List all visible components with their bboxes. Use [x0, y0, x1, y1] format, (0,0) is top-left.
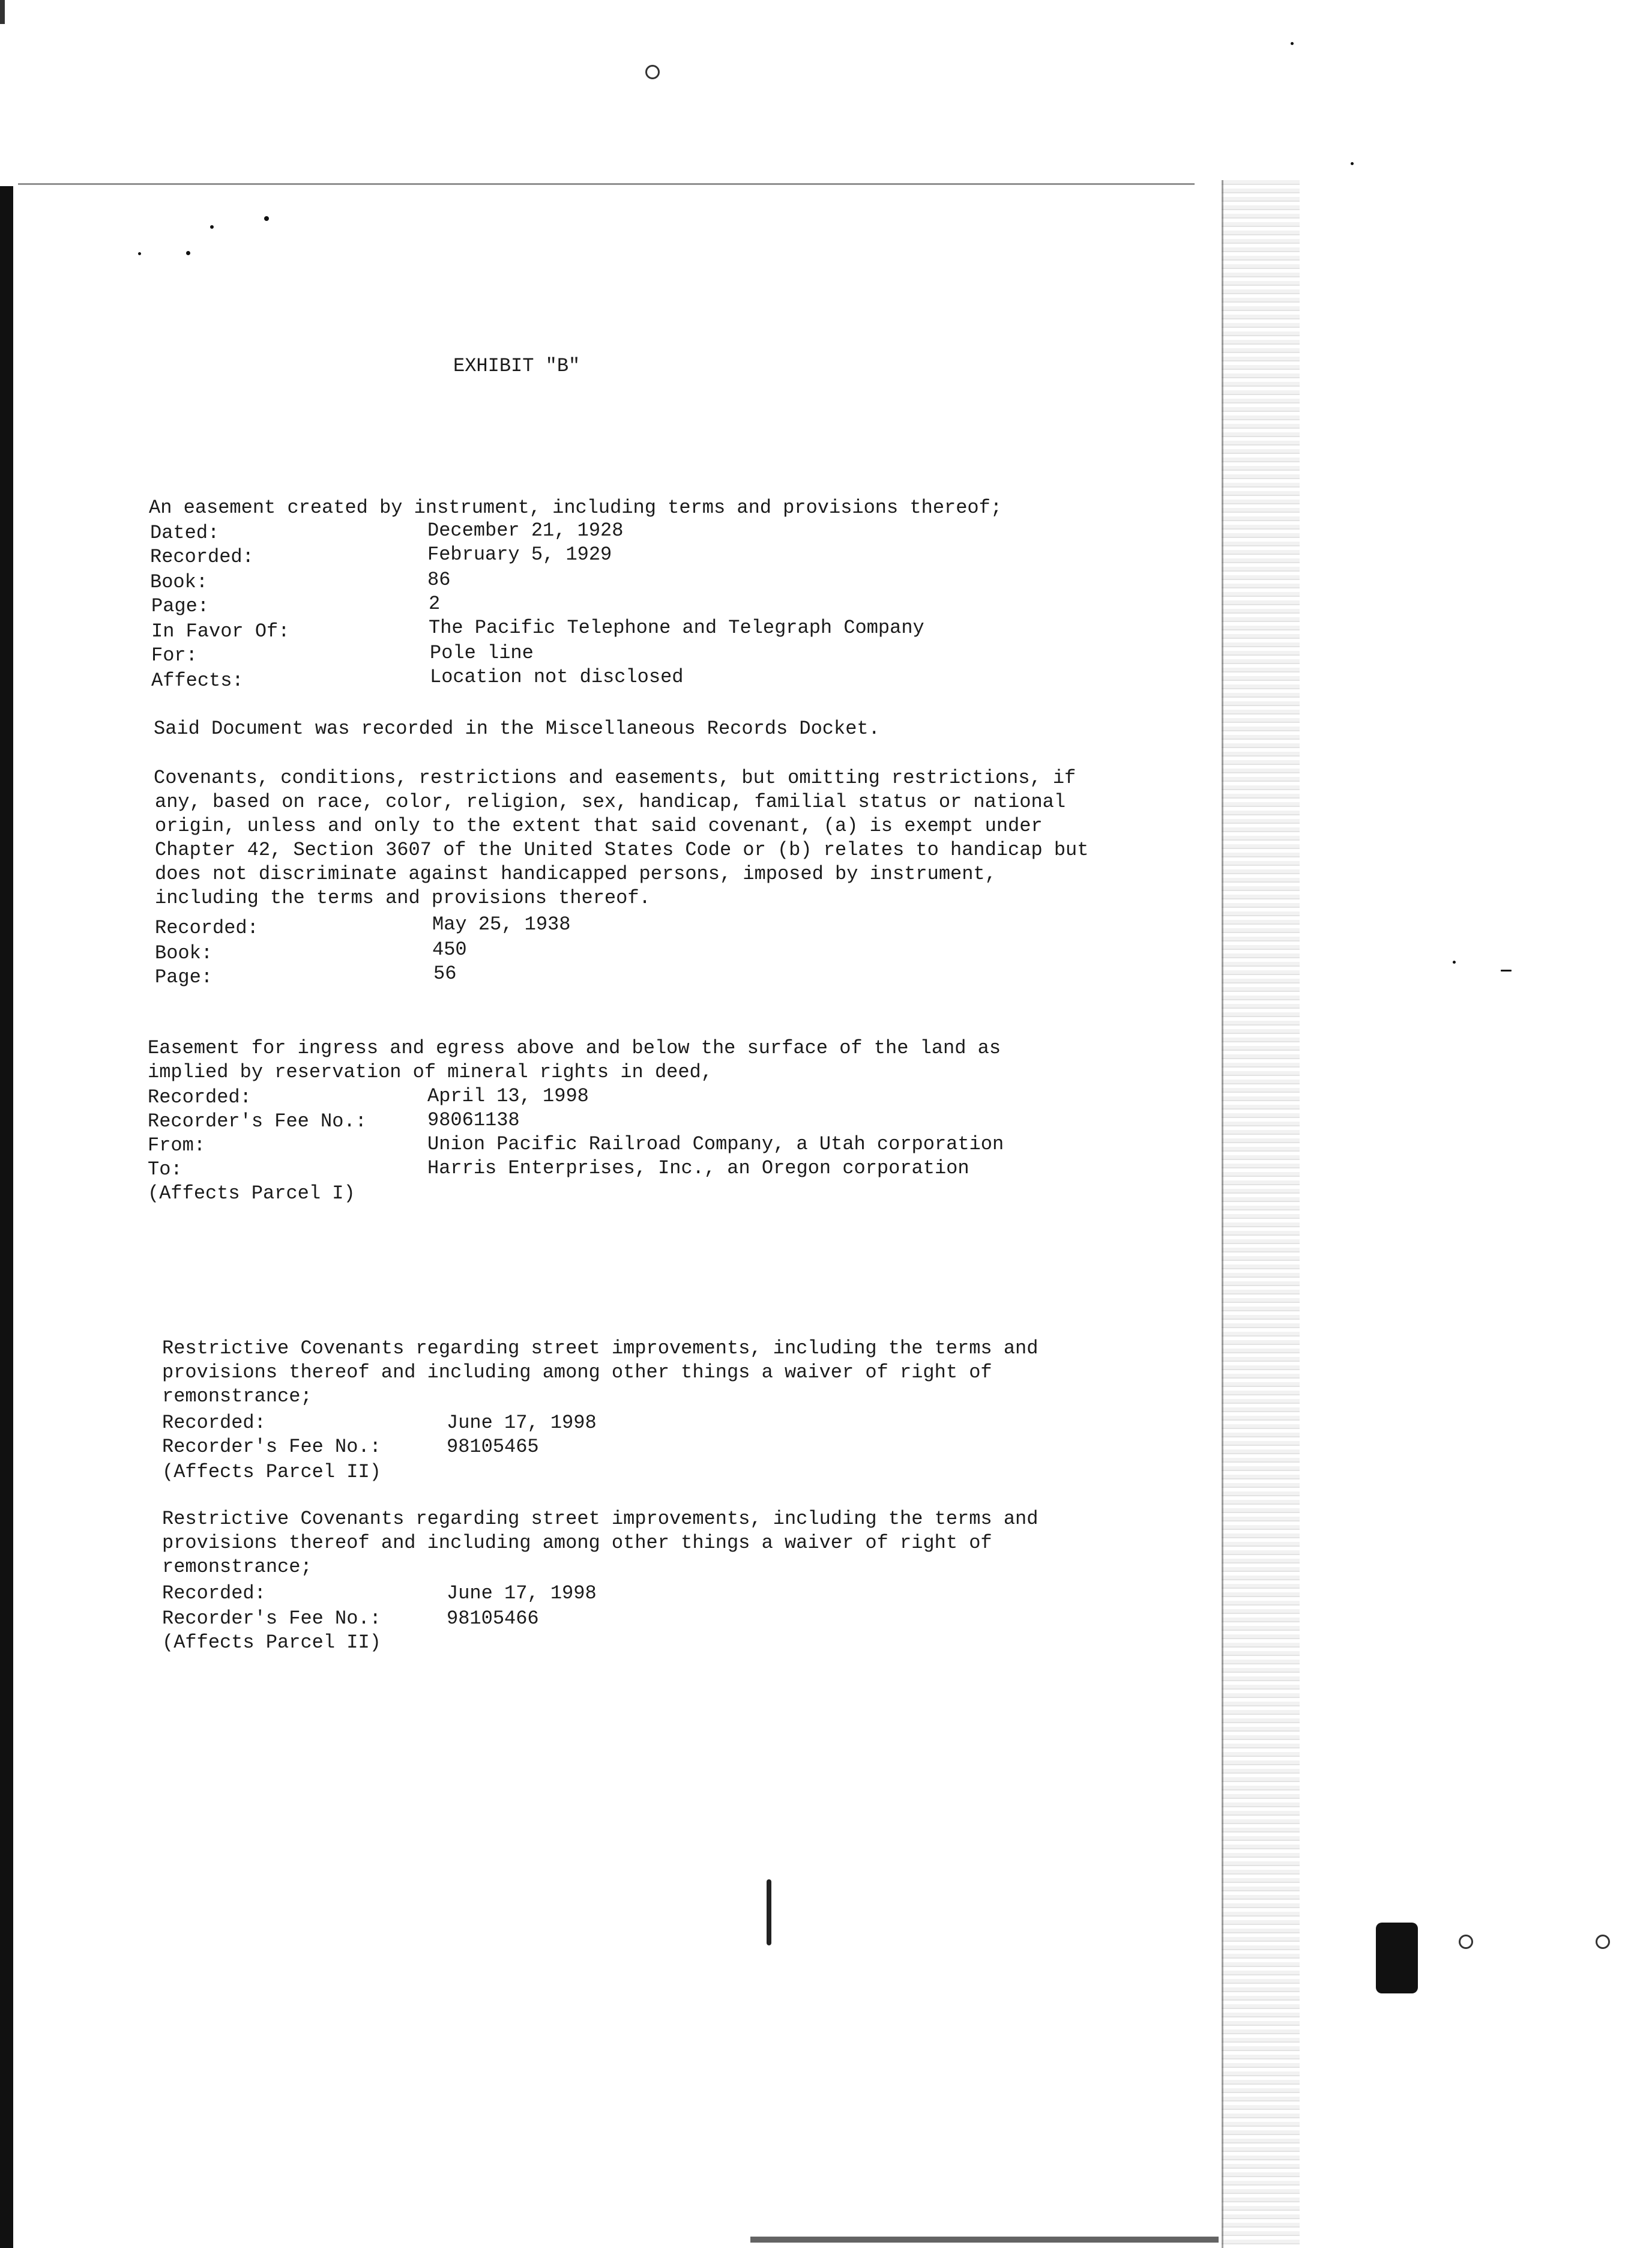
page-title: EXHIBIT "B" [453, 355, 580, 377]
restrictive-covenant-line: provisions thereof and including among other things a waiver of right of [162, 1361, 992, 1383]
restrictive-covenant-line: Restrictive Covenants regarding street improvements, including the terms and [162, 1508, 1039, 1530]
field-value: December 21, 1928 [427, 519, 624, 542]
field-label: From: [148, 1134, 206, 1156]
field-value: Harris Enterprises, Inc., an Oregon corporation [427, 1157, 969, 1179]
covenant-text-line: including the terms and provisions thereof. [155, 887, 651, 909]
easement-text-line: Easement for ingress and egress above and below the surface of the land as [148, 1037, 1001, 1059]
field-label: Dated: [150, 522, 220, 544]
field-value: 98061138 [427, 1109, 520, 1131]
field-value: May 25, 1938 [432, 913, 571, 935]
field-label: Page: [155, 966, 213, 988]
field-label: Recorded: [162, 1412, 266, 1434]
easement-text-line: implied by reservation of mineral rights in deed, [148, 1061, 713, 1083]
restrictive-covenant-line: remonstrance; [162, 1385, 312, 1407]
field-label: Book: [155, 942, 213, 964]
field-label: Recorded: [155, 917, 259, 939]
affects-parcel: (Affects Parcel II) [162, 1631, 381, 1654]
field-label: Recorded: [150, 546, 254, 568]
field-value: June 17, 1998 [447, 1412, 597, 1434]
affects-parcel: (Affects Parcel II) [162, 1461, 381, 1483]
affects-parcel: (Affects Parcel I) [148, 1182, 355, 1204]
restrictive-covenant-line: Restrictive Covenants regarding street improvements, including the terms and [162, 1337, 1039, 1359]
field-value: Union Pacific Railroad Company, a Utah corporation [427, 1133, 1004, 1155]
field-value: April 13, 1998 [427, 1085, 589, 1107]
covenant-text-line: origin, unless and only to the extent that said covenant, (a) is exempt under [155, 815, 1043, 837]
field-value: February 5, 1929 [427, 543, 612, 566]
field-value: Location not disclosed [430, 666, 684, 688]
field-value: June 17, 1998 [447, 1582, 597, 1604]
covenant-text-line: Chapter 42, Section 3607 of the United States Code or (b) relates to handicap but [155, 839, 1089, 861]
field-value: 98105465 [447, 1436, 539, 1458]
field-label: Recorded: [148, 1086, 252, 1108]
field-label: Recorder's Fee No.: [148, 1110, 367, 1132]
covenant-text-line: Covenants, conditions, restrictions and easements, but omitting restrictions, if [154, 767, 1076, 789]
field-value: 98105466 [447, 1607, 539, 1630]
field-label: Recorder's Fee No.: [162, 1436, 381, 1458]
field-label: Recorded: [162, 1582, 266, 1604]
field-value: 86 [427, 569, 451, 591]
field-label: For: [151, 644, 197, 666]
field-label: Affects: [151, 669, 244, 692]
field-label: In Favor Of: [151, 620, 290, 642]
covenant-text-line: does not discriminate against handicapped persons, imposed by instrument, [155, 863, 996, 885]
field-value: The Pacific Telephone and Telegraph Company [429, 617, 924, 639]
easement-intro: An easement created by instrument, including terms and provisions thereof; [149, 497, 1002, 519]
restrictive-covenant-line: provisions thereof and including among other things a waiver of right of [162, 1532, 992, 1554]
field-value: Pole line [430, 642, 534, 664]
field-value: 450 [432, 938, 467, 961]
field-value: 56 [433, 962, 457, 985]
field-label: Book: [150, 571, 208, 593]
covenant-text-line: any, based on race, color, religion, sex, handicap, familial status or national [155, 791, 1066, 813]
field-label: To: [148, 1158, 182, 1180]
recording-note: Said Document was recorded in the Miscellaneous Records Docket. [154, 718, 880, 740]
field-label: Page: [151, 595, 210, 617]
restrictive-covenant-line: remonstrance; [162, 1556, 312, 1578]
field-label: Recorder's Fee No.: [162, 1607, 381, 1630]
field-value: 2 [429, 593, 441, 615]
